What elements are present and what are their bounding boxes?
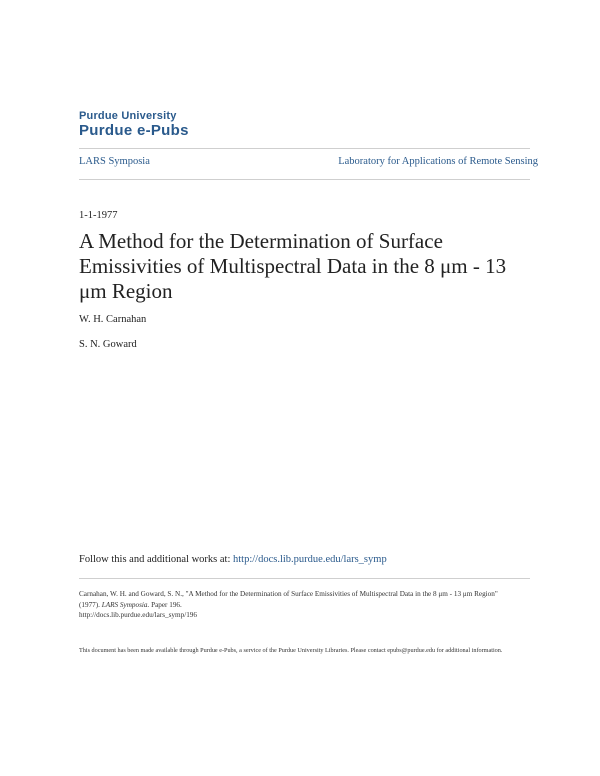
nav-divider [79,179,530,180]
citation-venue: LARS Symposia. [101,600,150,609]
repository-name: Purdue e-Pubs [79,122,189,139]
series-link[interactable]: Laboratory for Applications of Remote Sensing [338,156,538,167]
recommended-citation [79,589,519,621]
citation-link[interactable]: http://docs.lib.purdue.edu/lars_symp/196 [79,611,197,619]
citation-paper: Paper 196. [149,600,182,609]
follow-line [79,554,387,565]
university-name: Purdue University [79,110,177,122]
collection-link[interactable]: LARS Symposia [79,156,150,167]
repository-notice: This document has been made available through Purdue e-Pubs, a service of the Purdue University Libraries. Please contact epubs@purdue.edu for additional information. [79,647,503,654]
follow-label: Follow this and additional works at: [79,554,233,565]
author-2: S. N. Goward [79,339,137,350]
citation-divider [79,578,530,579]
paper-title: A Method for the Determination of Surface Emissivities of Multispectral Data in the 8 μm - 13 μm Region [79,229,507,303]
follow-link[interactable]: http://docs.lib.purdue.edu/lars_symp [233,554,387,565]
citation-text: Carnahan, W. H. and Goward, S. N., "A Method for the Determination of Surface Emissivities of Multispectral Data in the 8 μm - 13 μm Region" (1977). [79,590,498,609]
author-1: W. H. Carnahan [79,314,147,325]
top-divider [79,148,530,149]
publication-date: 1-1-1977 [79,210,118,221]
